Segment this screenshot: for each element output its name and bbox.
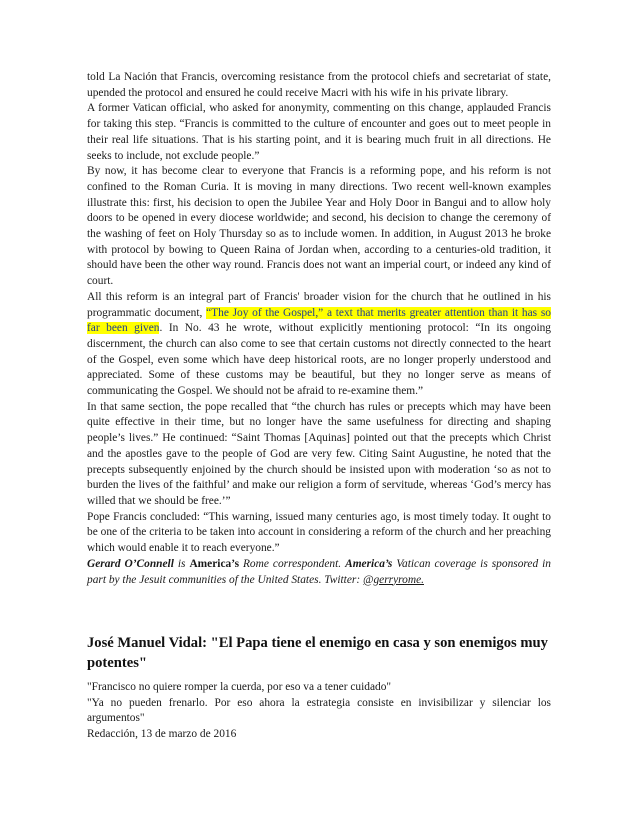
quote-1: "Francisco no quiere romper la cuerda, por eso va a tener cuidado" — [87, 681, 392, 693]
article-body — [87, 70, 551, 588]
credit-text-1: is — [173, 557, 190, 570]
article-2-heading: José Manuel Vidal: "El Papa tiene el enemigo en casa y son enemigos muy potentes" — [87, 635, 548, 671]
author-name: Gerard O’Connell — [87, 557, 174, 570]
article-2-intro — [87, 680, 551, 743]
highlighted-link[interactable]: “The Joy of the Gospel,” a text that merits greater attention than it has so far been given — [87, 306, 551, 335]
publication-name: America’s — [189, 557, 239, 570]
publication-name-2: America’s — [345, 557, 393, 570]
paragraph-3: By now, it has become clear to everyone that Francis is a reforming pope, and his reform is not confined to the Roman Curia. It is moving in many directions. Two recent well-known examples illustrate this: first, his decision to open the Jubilee Year and Holy Door in Bangui and to allow holy doors to be opened in every diocese worldwide; and second, his decision to change the ceremony of the washing of feet on Holy Thursday so as to include women. In addition, in August 2013 he broke with protocol by bowing to Queen Raina of Jordan when, according to a centuries-old tradition, it should have been the other way round. Francis does not want an imperial court, or indeed any kind of court. — [87, 165, 551, 288]
credit-text-2: Rome correspondent. — [239, 557, 346, 570]
twitter-handle-link[interactable]: @gerryrome. — [362, 573, 424, 586]
paragraph-2: A former Vatican official, who asked for anonymity, commenting on this change, applauded Francis for taking this step. “Francis is committed to the culture of encounter and goes out to meet people in their real life situations. That is his starting point, and it is bearing much fruit in all directions. He seeks to include, not exclude people.” — [87, 102, 551, 162]
paragraph-4 — [87, 290, 551, 400]
paragraph-4-lead: All this reform is an integral part of Francis' broader vision for the church that he outlined in his programmatic document, — [87, 290, 551, 319]
paragraph-5: In that same section, the pope recalled that “the church has rules or precepts which may have been quite effective in their time, but no longer have the same usefulness for directing and shaping people’s lives.” He continued: “Saint Thomas [Aquinas] pointed out that the precepts which Christ and the apostles gave to the people of God are very few. Citing Saint Augustine, he noted that the precepts subsequently enjoined by the church should be insisted upon with moderation ‘so as not to burden the lives of the faithful’ and make our religion a form of servitude, whereas ‘God’s mercy has willed that we should be free.’” — [87, 400, 551, 507]
quote-2: "Ya no pueden frenarlo. Por eso ahora la estrategia consiste en invisibilizar y silenciar los argumentos" — [87, 696, 551, 725]
credit-text-3: Vatican coverage is sponsored in part by the Jesuit communities of the United States. Twitter: — [87, 557, 551, 586]
paragraph-1: told La Nación that Francis, overcoming resistance from the protocol chiefs and secretariat of state, upended the protocol and ensured he could receive Macri with his wife in his private library. — [87, 71, 551, 99]
byline: Redacción, 13 de marzo de 2016 — [87, 728, 237, 741]
author-credit — [87, 557, 551, 588]
paragraph-4-rest: . In No. 43 he wrote, without explicitly mentioning protocol: “In its ongoing discernment, the church can also come to see that certain customs not directly connected to the heart of the Gospel, even some which have deep historical roots, are no longer properly understood and appreciated. Some of these customs may be beautiful, but they no longer serve as means of communicating the Gospel. We should not be afraid to re-examine them.” — [87, 322, 551, 398]
paragraph-6: Pope Francis concluded: “This warning, issued many centuries ago, is most timely today. It ought to be one of the criteria to be taken into account in considering a reform of the church and her preaching which would enable it to reach everyone.” — [87, 510, 551, 555]
